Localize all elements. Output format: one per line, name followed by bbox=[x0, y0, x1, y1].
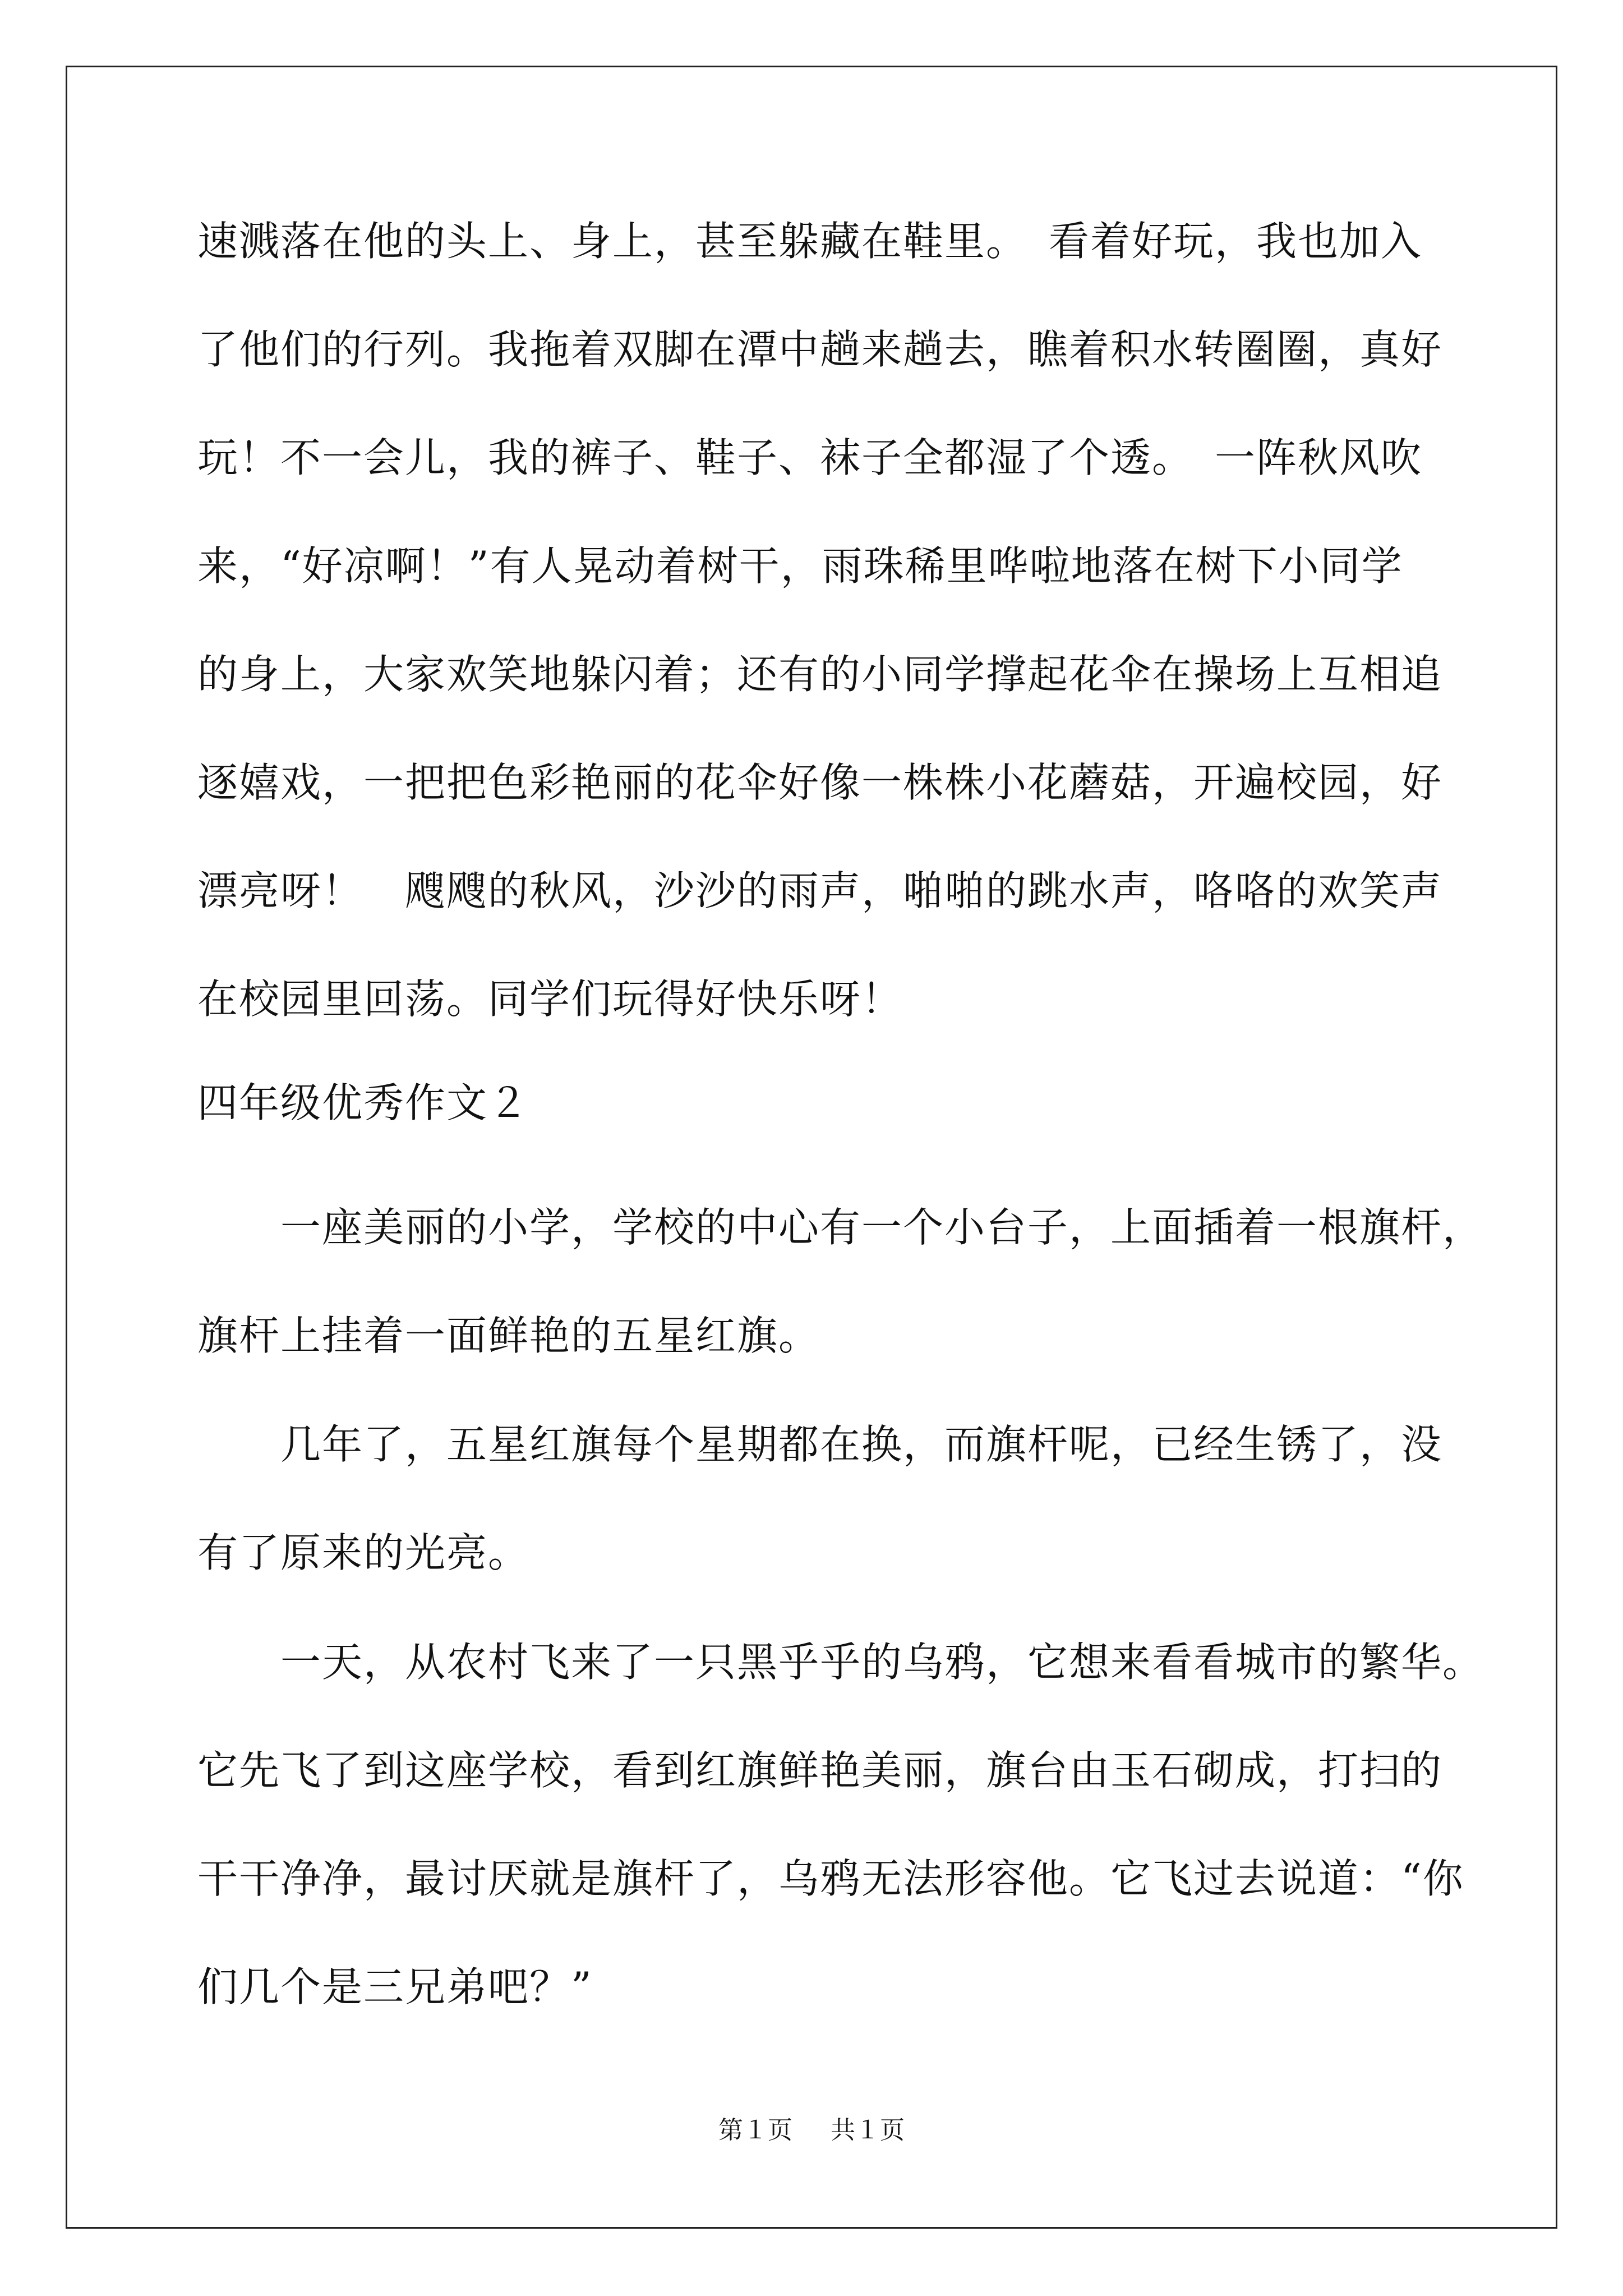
text-line: 一座美丽的小学，学校的中心有一个小台子，上面插着一根旗杆， bbox=[197, 1204, 1484, 1251]
text-line: 几年了，五星红旗每个星期都在换，而旗杆呢，已经生锈了，没 bbox=[197, 1421, 1443, 1468]
text-line: 来，“好凉啊！”有人晃动着树干，雨珠稀里哗啦地落在树下小同学 bbox=[197, 542, 1403, 590]
heading-text: 四年级优秀作文２ bbox=[197, 1079, 530, 1126]
paragraph-3 bbox=[197, 1634, 1484, 2015]
text-line: 了他们的行列。我拖着双脚在潭中趟来趟去，瞧着积水转圈圈，真好 bbox=[197, 326, 1443, 373]
text-line: 漂亮呀！ 飕飕的秋风，沙沙的雨声，啪啪的跳水声，咯咯的欢笑声 bbox=[197, 867, 1443, 914]
page-total: 共１页 bbox=[831, 2116, 905, 2145]
paragraph-1 bbox=[197, 1199, 1484, 1364]
text-line: 旗杆上挂着一面鲜艳的五星红旗。 bbox=[197, 1312, 820, 1359]
text-line: 玩！不一会儿，我的裤子、鞋子、袜子全都湿了个透。 一阵秋风吹 bbox=[197, 434, 1423, 481]
text-line: 逐嬉戏，一把把色彩艳丽的花伞好像一株株小花蘑菇，开遍校园，好 bbox=[197, 759, 1443, 806]
text-line: 们几个是三兄弟吧？” bbox=[197, 1963, 593, 2010]
paragraph-2 bbox=[197, 1416, 1442, 1581]
section-heading bbox=[197, 1075, 529, 1131]
text-line: 它先飞了到这座学校，看到红旗鲜艳美丽，旗台由玉石砌成，打扫的 bbox=[197, 1747, 1443, 1794]
text-line: 干干净净，最讨厌就是旗杆了，乌鸦无法形容他。它飞过去说道：“你 bbox=[197, 1855, 1464, 1902]
text-line: 一天，从农村飞来了一只黑乎乎的乌鸦，它想来看看城市的繁华。 bbox=[197, 1639, 1484, 1686]
text-line: 有了原来的光亮。 bbox=[197, 1529, 530, 1576]
text-line: 速溅落在他的头上、身上，甚至躲藏在鞋里。 看着好玩，我也加入 bbox=[197, 218, 1423, 265]
page-number: 第１页 bbox=[718, 2116, 792, 2145]
text-line: 的身上，大家欢笑地躲闪着；还有的小同学撑起花伞在操场上互相追 bbox=[197, 651, 1443, 698]
text-line: 在校园里回荡。同学们玩得好快乐呀！ bbox=[197, 976, 903, 1023]
page-footer bbox=[0, 2114, 1623, 2147]
paragraph-continued bbox=[197, 213, 1442, 1027]
